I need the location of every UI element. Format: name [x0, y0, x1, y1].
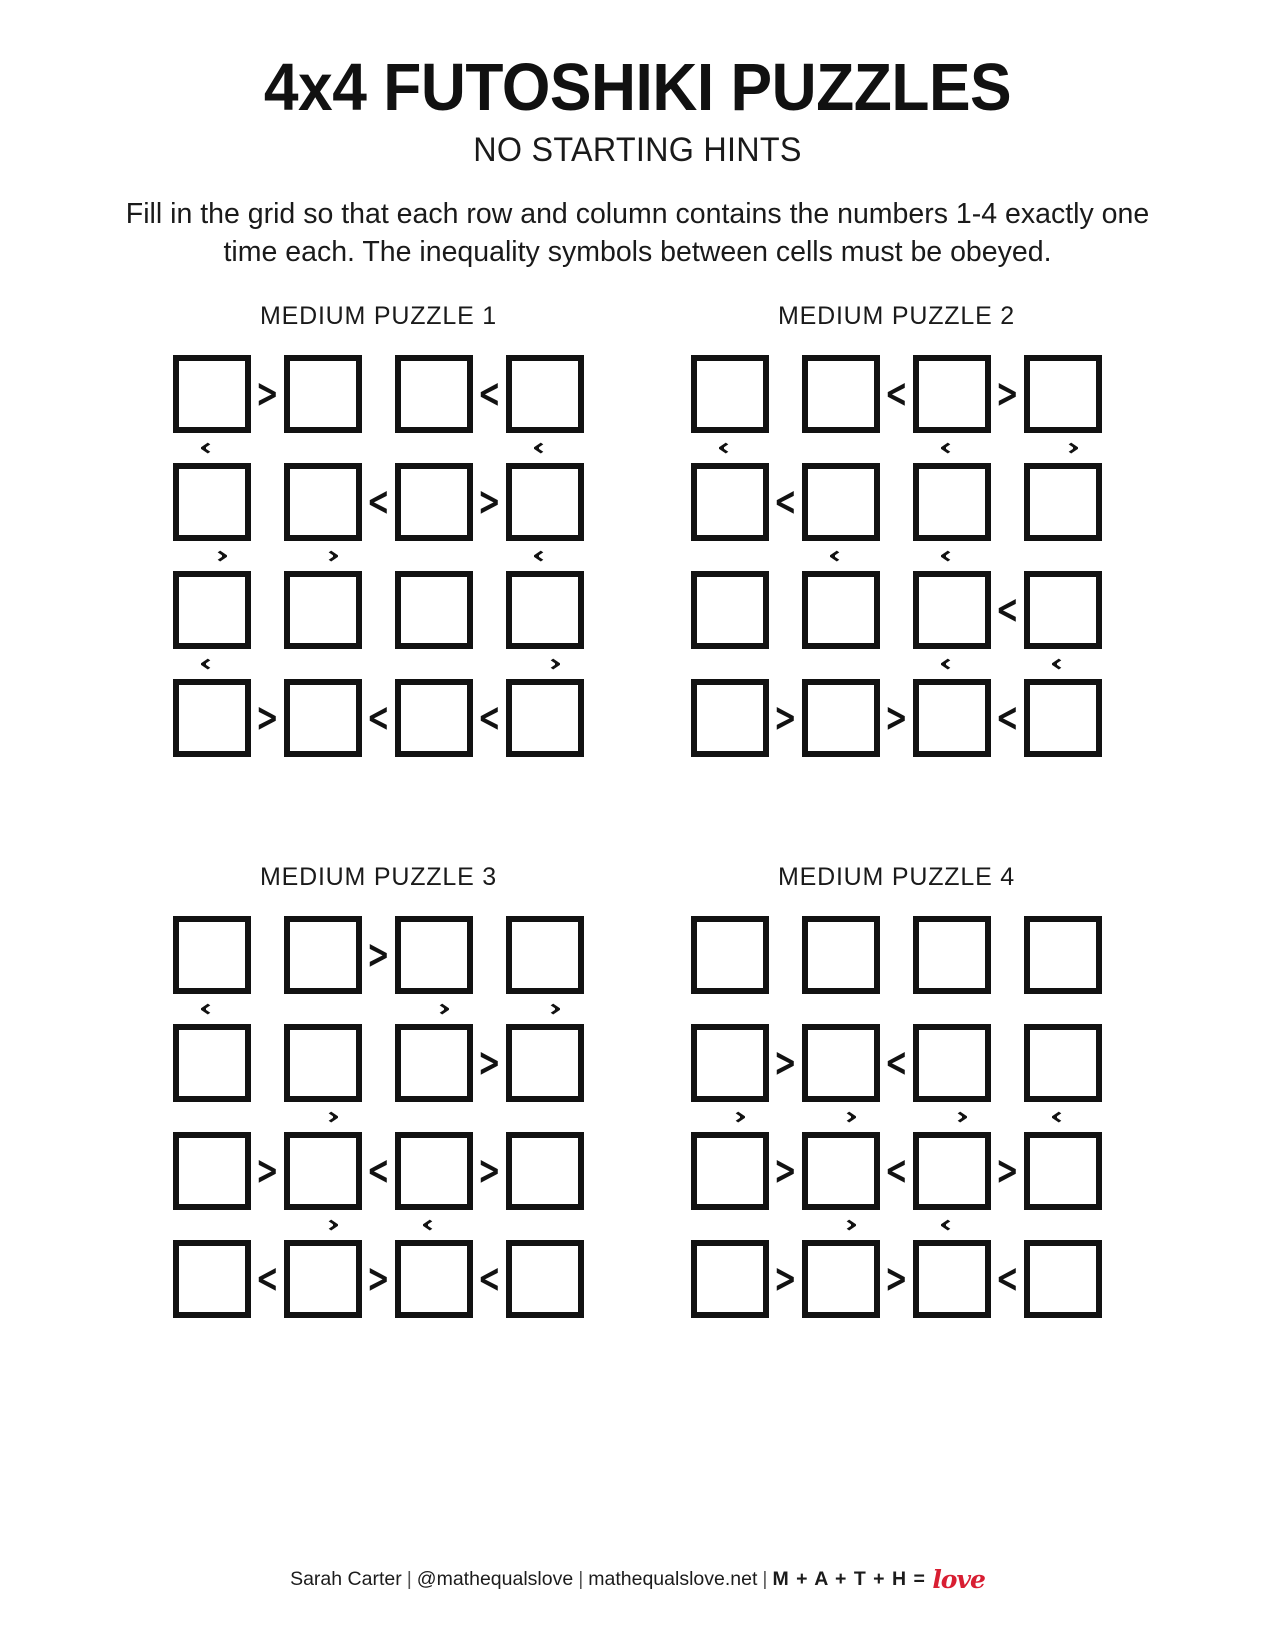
greater-than-icon: >	[367, 1255, 390, 1303]
chevron-down-icon: ⌄	[931, 545, 974, 566]
footer-separator-3: |	[762, 1568, 768, 1590]
greater-than-icon: >	[256, 1147, 279, 1195]
puzzle-cell[interactable]	[1024, 1240, 1102, 1318]
h-inequality-slot	[251, 1024, 284, 1102]
puzzle-3-grid[interactable]	[173, 916, 584, 1318]
grid-spacer	[473, 1102, 506, 1132]
h-inequality-slot	[880, 679, 913, 757]
h-inequality-slot	[880, 571, 913, 649]
grid-spacer	[473, 1210, 506, 1240]
footer-site[interactable]: mathequalslove.net	[588, 1568, 758, 1590]
chevron-down-icon: ⌄	[191, 653, 234, 674]
greater-than-icon: >	[996, 1147, 1019, 1195]
footer-separator-2: |	[578, 1568, 584, 1590]
chevron-down-icon: ⌄	[820, 545, 863, 566]
less-than-icon: <	[885, 1147, 908, 1195]
puzzle-cell[interactable]	[173, 463, 251, 541]
footer-author: Sarah Carter	[290, 1568, 402, 1590]
chevron-up-icon: ⌃	[931, 1106, 974, 1127]
puzzle-cell[interactable]	[395, 1132, 473, 1210]
v-inequality-slot	[691, 994, 769, 1024]
greater-than-icon: >	[885, 1255, 908, 1303]
less-than-icon: <	[996, 694, 1019, 742]
h-inequality-slot	[880, 1132, 913, 1210]
v-inequality-slot	[691, 433, 769, 463]
puzzle-cell[interactable]	[913, 1132, 991, 1210]
h-inequality-slot	[769, 1132, 802, 1210]
greater-than-icon: >	[774, 1255, 797, 1303]
h-inequality-slot	[880, 916, 913, 994]
puzzle-cell[interactable]	[802, 1240, 880, 1318]
puzzle-cell[interactable]	[802, 679, 880, 757]
grid-spacer	[362, 1102, 395, 1132]
v-inequality-slot	[395, 541, 473, 571]
grid-spacer	[251, 541, 284, 571]
h-inequality-slot	[251, 1240, 284, 1318]
h-inequality-slot	[769, 463, 802, 541]
h-inequality-slot	[251, 679, 284, 757]
grid-spacer	[251, 1210, 284, 1240]
chevron-up-icon: ⌃	[524, 653, 567, 674]
chevron-down-icon: ⌄	[931, 437, 974, 458]
h-inequality-slot	[473, 916, 506, 994]
h-inequality-slot	[362, 1132, 395, 1210]
instructions-text: Fill in the grid so that each row and column contains the numbers 1-4 exactly one time each. The inequality symbols between cells must be obeyed.	[125, 198, 1150, 268]
chevron-up-icon: ⌃	[709, 1106, 752, 1127]
grid-spacer	[991, 1210, 1024, 1240]
v-inequality-slot	[506, 994, 584, 1024]
puzzle-4	[688, 863, 1106, 1318]
grid-spacer	[880, 1102, 913, 1132]
puzzle-cell[interactable]	[691, 355, 769, 433]
puzzle-cell[interactable]	[284, 679, 362, 757]
logo-love: love	[932, 1565, 985, 1594]
greater-than-icon: >	[256, 694, 279, 742]
puzzle-cell[interactable]	[506, 463, 584, 541]
grid-spacer	[251, 433, 284, 463]
puzzle-3	[170, 863, 588, 1318]
grid-spacer	[991, 1102, 1024, 1132]
puzzle-cell[interactable]	[173, 1240, 251, 1318]
grid-spacer	[362, 994, 395, 1024]
chevron-up-icon: ⌃	[302, 1214, 345, 1235]
page-header	[0, 0, 1275, 272]
v-inequality-slot	[1024, 541, 1102, 571]
puzzle-4-grid[interactable]	[691, 916, 1102, 1318]
less-than-icon: <	[774, 478, 797, 526]
puzzle-cell[interactable]	[506, 355, 584, 433]
chevron-up-icon: ⌃	[191, 545, 234, 566]
logo-h: H	[891, 1568, 908, 1590]
greater-than-icon: >	[774, 694, 797, 742]
less-than-icon: <	[885, 1039, 908, 1087]
puzzle-cell[interactable]	[913, 1024, 991, 1102]
puzzle-cell[interactable]	[284, 1024, 362, 1102]
grid-spacer	[251, 994, 284, 1024]
less-than-icon: <	[256, 1255, 279, 1303]
puzzle-cell[interactable]	[395, 463, 473, 541]
puzzle-cell[interactable]	[913, 916, 991, 994]
puzzle-cell[interactable]	[1024, 1132, 1102, 1210]
grid-spacer	[769, 433, 802, 463]
logo-plus-1: +	[796, 1568, 809, 1590]
v-inequality-slot	[173, 994, 251, 1024]
h-inequality-slot	[362, 679, 395, 757]
grid-spacer	[880, 994, 913, 1024]
puzzle-4-title: MEDIUM PUZZLE 4	[777, 862, 1016, 891]
chevron-up-icon: ⌃	[820, 1214, 863, 1235]
h-inequality-slot	[251, 571, 284, 649]
h-inequality-slot	[991, 679, 1024, 757]
v-inequality-slot	[395, 1210, 473, 1240]
footer-handle: @mathequalslove	[416, 1568, 574, 1590]
grid-spacer	[362, 649, 395, 679]
h-inequality-slot	[251, 355, 284, 433]
v-inequality-slot	[802, 994, 880, 1024]
puzzle-cell[interactable]	[802, 463, 880, 541]
v-inequality-slot	[913, 994, 991, 1024]
v-inequality-slot	[284, 541, 362, 571]
puzzle-cell[interactable]	[802, 571, 880, 649]
h-inequality-slot	[362, 355, 395, 433]
puzzle-2-grid[interactable]	[691, 355, 1102, 757]
less-than-icon: <	[996, 586, 1019, 634]
grid-spacer	[473, 994, 506, 1024]
v-inequality-slot	[913, 1102, 991, 1132]
logo-plus-3: +	[873, 1568, 886, 1590]
puzzle-cell[interactable]	[173, 1132, 251, 1210]
h-inequality-slot	[880, 1240, 913, 1318]
chevron-down-icon: ⌄	[931, 653, 974, 674]
h-inequality-slot	[473, 355, 506, 433]
grid-spacer	[769, 1102, 802, 1132]
h-inequality-slot	[880, 355, 913, 433]
puzzle-cell[interactable]	[913, 1240, 991, 1318]
v-inequality-slot	[284, 1210, 362, 1240]
h-inequality-slot	[251, 463, 284, 541]
chevron-up-icon: ⌃	[302, 545, 345, 566]
h-inequality-slot	[991, 463, 1024, 541]
v-inequality-slot	[691, 1210, 769, 1240]
v-inequality-slot	[506, 433, 584, 463]
chevron-down-icon: ⌄	[191, 437, 234, 458]
less-than-icon: <	[885, 370, 908, 418]
h-inequality-slot	[769, 916, 802, 994]
puzzle-cell[interactable]	[284, 916, 362, 994]
v-inequality-slot	[913, 433, 991, 463]
puzzle-cell[interactable]	[1024, 463, 1102, 541]
v-inequality-slot	[913, 649, 991, 679]
v-inequality-slot	[284, 649, 362, 679]
greater-than-icon: >	[256, 370, 279, 418]
puzzle-cell[interactable]	[913, 571, 991, 649]
logo-plus-2: +	[835, 1568, 848, 1590]
h-inequality-slot	[991, 1024, 1024, 1102]
puzzle-cell[interactable]	[913, 679, 991, 757]
puzzle-cell[interactable]	[506, 1132, 584, 1210]
h-inequality-slot	[473, 1240, 506, 1318]
puzzle-1	[170, 302, 588, 757]
grid-spacer	[991, 994, 1024, 1024]
puzzle-1-grid[interactable]	[173, 355, 584, 757]
grid-spacer	[473, 649, 506, 679]
puzzle-cell[interactable]	[284, 355, 362, 433]
puzzle-cell[interactable]	[1024, 571, 1102, 649]
h-inequality-slot	[473, 571, 506, 649]
puzzle-cell[interactable]	[506, 679, 584, 757]
v-inequality-slot	[802, 433, 880, 463]
puzzle-cell[interactable]	[173, 355, 251, 433]
greater-than-icon: >	[774, 1147, 797, 1195]
v-inequality-slot	[691, 1102, 769, 1132]
grid-spacer	[991, 649, 1024, 679]
puzzle-2-title: MEDIUM PUZZLE 2	[777, 301, 1016, 330]
puzzle-cell[interactable]	[691, 1240, 769, 1318]
grid-spacer	[880, 433, 913, 463]
v-inequality-slot	[802, 1102, 880, 1132]
greater-than-icon: >	[478, 1039, 501, 1087]
grid-spacer	[769, 994, 802, 1024]
v-inequality-slot	[1024, 1102, 1102, 1132]
chevron-up-icon: ⌃	[302, 1106, 345, 1127]
chevron-down-icon: ⌄	[1042, 1106, 1085, 1127]
puzzle-cell[interactable]	[284, 1132, 362, 1210]
grid-spacer	[362, 433, 395, 463]
puzzle-cell[interactable]	[173, 679, 251, 757]
v-inequality-slot	[173, 541, 251, 571]
h-inequality-slot	[991, 355, 1024, 433]
h-inequality-slot	[362, 463, 395, 541]
puzzle-cell[interactable]	[913, 463, 991, 541]
page-title: 4x4 FUTOSHIKI PUZZLES	[263, 50, 1012, 125]
v-inequality-slot	[395, 649, 473, 679]
puzzle-cell[interactable]	[802, 1132, 880, 1210]
h-inequality-slot	[251, 916, 284, 994]
chevron-down-icon: ⌄	[1042, 653, 1085, 674]
v-inequality-slot	[284, 433, 362, 463]
puzzle-cell[interactable]	[173, 571, 251, 649]
footer	[0, 1565, 1275, 1594]
puzzle-cell[interactable]	[395, 571, 473, 649]
grid-spacer	[473, 433, 506, 463]
puzzle-cell[interactable]	[395, 1240, 473, 1318]
logo-t: T	[853, 1568, 867, 1590]
h-inequality-slot	[991, 916, 1024, 994]
v-inequality-slot	[173, 1210, 251, 1240]
v-inequality-slot	[173, 649, 251, 679]
h-inequality-slot	[769, 355, 802, 433]
h-inequality-slot	[769, 1240, 802, 1318]
puzzle-2	[688, 302, 1106, 757]
less-than-icon: <	[996, 1255, 1019, 1303]
chevron-up-icon: ⌃	[413, 998, 456, 1019]
v-inequality-slot	[691, 541, 769, 571]
less-than-icon: <	[367, 694, 390, 742]
h-inequality-slot	[880, 1024, 913, 1102]
greater-than-icon: >	[774, 1039, 797, 1087]
puzzle-row-top	[0, 302, 1275, 757]
puzzle-cell[interactable]	[506, 571, 584, 649]
puzzle-cell[interactable]	[395, 916, 473, 994]
h-inequality-slot	[473, 1024, 506, 1102]
v-inequality-slot	[1024, 994, 1102, 1024]
logo-m: M	[772, 1568, 790, 1590]
v-inequality-slot	[802, 649, 880, 679]
footer-separator-1: |	[406, 1568, 412, 1590]
v-inequality-slot	[284, 1102, 362, 1132]
puzzle-cell[interactable]	[1024, 355, 1102, 433]
page-subtitle: NO STARTING HINTS	[473, 131, 802, 169]
grid-spacer	[991, 433, 1024, 463]
less-than-icon: <	[367, 1147, 390, 1195]
v-inequality-slot	[395, 1102, 473, 1132]
h-inequality-slot	[362, 916, 395, 994]
grid-spacer	[880, 1210, 913, 1240]
chevron-down-icon: ⌄	[413, 1214, 456, 1235]
chevron-up-icon: ⌃	[524, 998, 567, 1019]
grid-spacer	[251, 1102, 284, 1132]
h-inequality-slot	[769, 1024, 802, 1102]
puzzle-cell[interactable]	[395, 679, 473, 757]
puzzle-cell[interactable]	[1024, 679, 1102, 757]
greater-than-icon: >	[996, 370, 1019, 418]
puzzle-cell[interactable]	[691, 916, 769, 994]
puzzle-cell[interactable]	[802, 916, 880, 994]
grid-spacer	[991, 541, 1024, 571]
less-than-icon: <	[478, 370, 501, 418]
greater-than-icon: >	[367, 931, 390, 979]
greater-than-icon: >	[885, 694, 908, 742]
puzzle-cell[interactable]	[395, 355, 473, 433]
puzzle-cell[interactable]	[802, 355, 880, 433]
chevron-up-icon: ⌃	[1042, 437, 1085, 458]
h-inequality-slot	[251, 1132, 284, 1210]
grid-spacer	[769, 649, 802, 679]
v-inequality-slot	[691, 649, 769, 679]
puzzle-cell[interactable]	[284, 1240, 362, 1318]
puzzle-cell[interactable]	[913, 355, 991, 433]
chevron-down-icon: ⌄	[709, 437, 752, 458]
puzzle-cell[interactable]	[506, 1024, 584, 1102]
grid-spacer	[251, 649, 284, 679]
logo-equals: =	[913, 1568, 926, 1590]
puzzle-cell[interactable]	[1024, 1024, 1102, 1102]
v-inequality-slot	[802, 541, 880, 571]
h-inequality-slot	[769, 571, 802, 649]
puzzle-cell[interactable]	[173, 916, 251, 994]
puzzle-cell[interactable]	[802, 1024, 880, 1102]
puzzle-cell[interactable]	[506, 1240, 584, 1318]
v-inequality-slot	[173, 433, 251, 463]
v-inequality-slot	[173, 1102, 251, 1132]
less-than-icon: <	[478, 1255, 501, 1303]
puzzle-row-bottom	[0, 863, 1275, 1318]
v-inequality-slot	[802, 1210, 880, 1240]
puzzle-cell[interactable]	[284, 571, 362, 649]
v-inequality-slot	[284, 994, 362, 1024]
v-inequality-slot	[1024, 433, 1102, 463]
h-inequality-slot	[362, 1240, 395, 1318]
v-inequality-slot	[1024, 1210, 1102, 1240]
grid-spacer	[880, 541, 913, 571]
puzzle-cell[interactable]	[691, 1132, 769, 1210]
chevron-down-icon: ⌄	[524, 545, 567, 566]
h-inequality-slot	[362, 571, 395, 649]
puzzle-cell[interactable]	[691, 463, 769, 541]
chevron-up-icon: ⌃	[820, 1106, 863, 1127]
grid-spacer	[473, 541, 506, 571]
puzzle-cell[interactable]	[1024, 916, 1102, 994]
puzzle-cell[interactable]	[395, 1024, 473, 1102]
grid-spacer	[362, 541, 395, 571]
chevron-down-icon: ⌄	[191, 998, 234, 1019]
puzzle-cell[interactable]	[506, 916, 584, 994]
grid-spacer	[362, 1210, 395, 1240]
puzzle-cell[interactable]	[691, 571, 769, 649]
logo-a: A	[814, 1568, 829, 1590]
v-inequality-slot	[395, 433, 473, 463]
h-inequality-slot	[991, 571, 1024, 649]
puzzle-cell[interactable]	[173, 1024, 251, 1102]
h-inequality-slot	[473, 463, 506, 541]
chevron-down-icon: ⌄	[524, 437, 567, 458]
chevron-down-icon: ⌄	[931, 1214, 974, 1235]
grid-spacer	[880, 649, 913, 679]
v-inequality-slot	[506, 1102, 584, 1132]
greater-than-icon: >	[478, 1147, 501, 1195]
less-than-icon: <	[478, 694, 501, 742]
v-inequality-slot	[913, 1210, 991, 1240]
h-inequality-slot	[769, 679, 802, 757]
puzzle-3-title: MEDIUM PUZZLE 3	[259, 862, 498, 891]
v-inequality-slot	[506, 1210, 584, 1240]
h-inequality-slot	[991, 1240, 1024, 1318]
h-inequality-slot	[880, 463, 913, 541]
puzzle-cell[interactable]	[284, 463, 362, 541]
less-than-icon: <	[367, 478, 390, 526]
puzzle-1-title: MEDIUM PUZZLE 1	[259, 301, 498, 330]
v-inequality-slot	[913, 541, 991, 571]
footer-logo	[772, 1565, 985, 1594]
h-inequality-slot	[991, 1132, 1024, 1210]
v-inequality-slot	[395, 994, 473, 1024]
h-inequality-slot	[473, 1132, 506, 1210]
h-inequality-slot	[473, 679, 506, 757]
v-inequality-slot	[506, 541, 584, 571]
puzzle-cell[interactable]	[691, 1024, 769, 1102]
grid-spacer	[769, 541, 802, 571]
grid-spacer	[769, 1210, 802, 1240]
v-inequality-slot	[1024, 649, 1102, 679]
puzzles-container	[0, 302, 1275, 1318]
puzzle-cell[interactable]	[691, 679, 769, 757]
h-inequality-slot	[362, 1024, 395, 1102]
v-inequality-slot	[506, 649, 584, 679]
greater-than-icon: >	[478, 478, 501, 526]
